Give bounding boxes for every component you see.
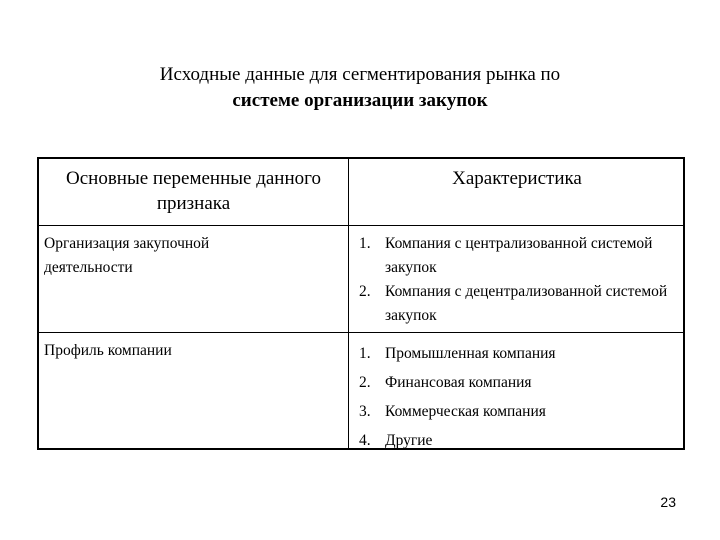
page-number: 23 xyxy=(660,494,676,510)
segmentation-table xyxy=(37,157,685,450)
list-item: 2. Финансовая компания xyxy=(359,374,532,391)
header-divider xyxy=(39,225,683,226)
row-divider xyxy=(39,332,683,333)
list-item: 3. Коммерческая компания xyxy=(359,403,546,420)
list-item: 4. Другие xyxy=(359,432,433,449)
row-2-variable: Профиль компании xyxy=(44,342,172,359)
title-line-1: Исходные данные для сегментирования рынка по xyxy=(159,64,561,85)
row-1-characteristics xyxy=(349,232,679,328)
list-item: 1. Компания с централизованной системой закупок xyxy=(359,235,653,276)
list-item: 1. Промышленная компания xyxy=(359,345,556,362)
header-variables: Основные переменные данного признака xyxy=(66,168,321,214)
row-2-characteristics xyxy=(349,339,679,455)
row-1-variable: Организация закупочной деятельности xyxy=(44,235,210,276)
slide-title xyxy=(60,62,660,114)
header-characteristic: Характеристика xyxy=(452,168,582,189)
title-line-2: системе организации закупок xyxy=(232,90,488,111)
list-item: 2. Компания с децентрализованной системой закупок xyxy=(359,283,668,324)
